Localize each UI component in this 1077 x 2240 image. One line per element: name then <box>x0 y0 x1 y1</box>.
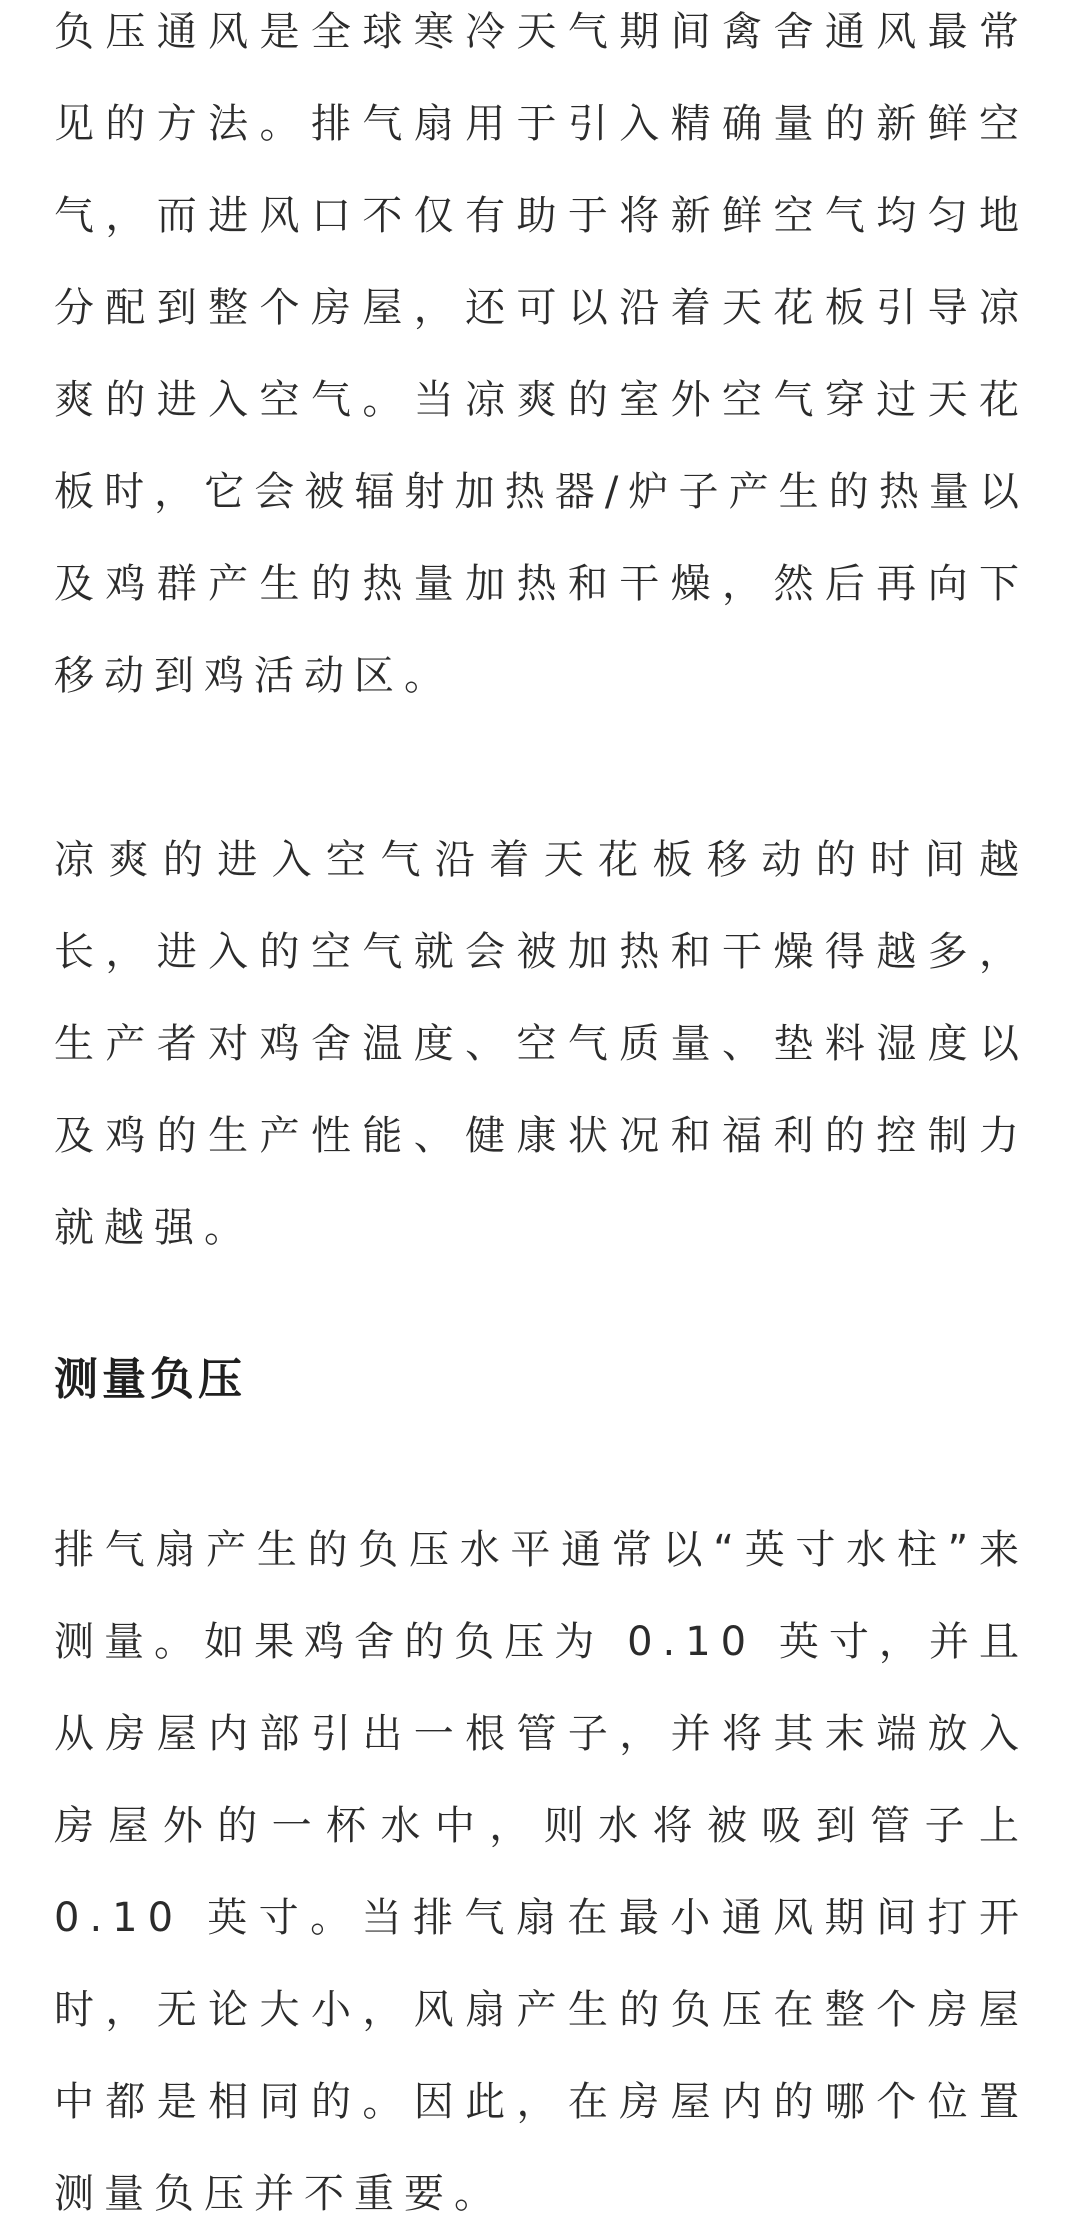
article-body <box>54 0 1029 2240</box>
section-heading-measuring-pressure: 测量负压 <box>54 1354 246 1405</box>
paragraph-measuring-pressure: 排气扇产生的负压水平通常以“英寸水柱”来测量。如果鸡舍的负压为 0.10 英寸，并且从房屋内部引出一根管子，并将其末端放入房屋外的一杯水中，则水将被吸到管子上 0.10 英寸。当排气扇在最小通风期间打开时，无论大小，风扇产生的负压在整个房屋中都是相同的。因此，在房屋内的哪个位置测量负压并不重要。 <box>54 1527 1029 2217</box>
paragraph-incoming-air: 凉爽的进入空气沿着天花板移动的时间越长，进入的空气就会被加热和干燥得越多，生产者对鸡舍温度、空气质量、垫料湿度以及鸡的生产性能、健康状况和福利的控制力就越强。 <box>54 837 1029 1251</box>
paragraph-ventilation-intro: 负压通风是全球寒冷天气期间禽舍通风最常见的方法。排气扇用于引入精确量的新鲜空气，而进风口不仅有助于将新鲜空气均匀地分配到整个房屋，还可以沿着天花板引导凉爽的进入空气。当凉爽的室外空气穿过天花板时，它会被辐射加热器/炉子产生的热量以及鸡群产生的热量加热和干燥，然后再向下移动到鸡活动区。 <box>54 9 1029 699</box>
